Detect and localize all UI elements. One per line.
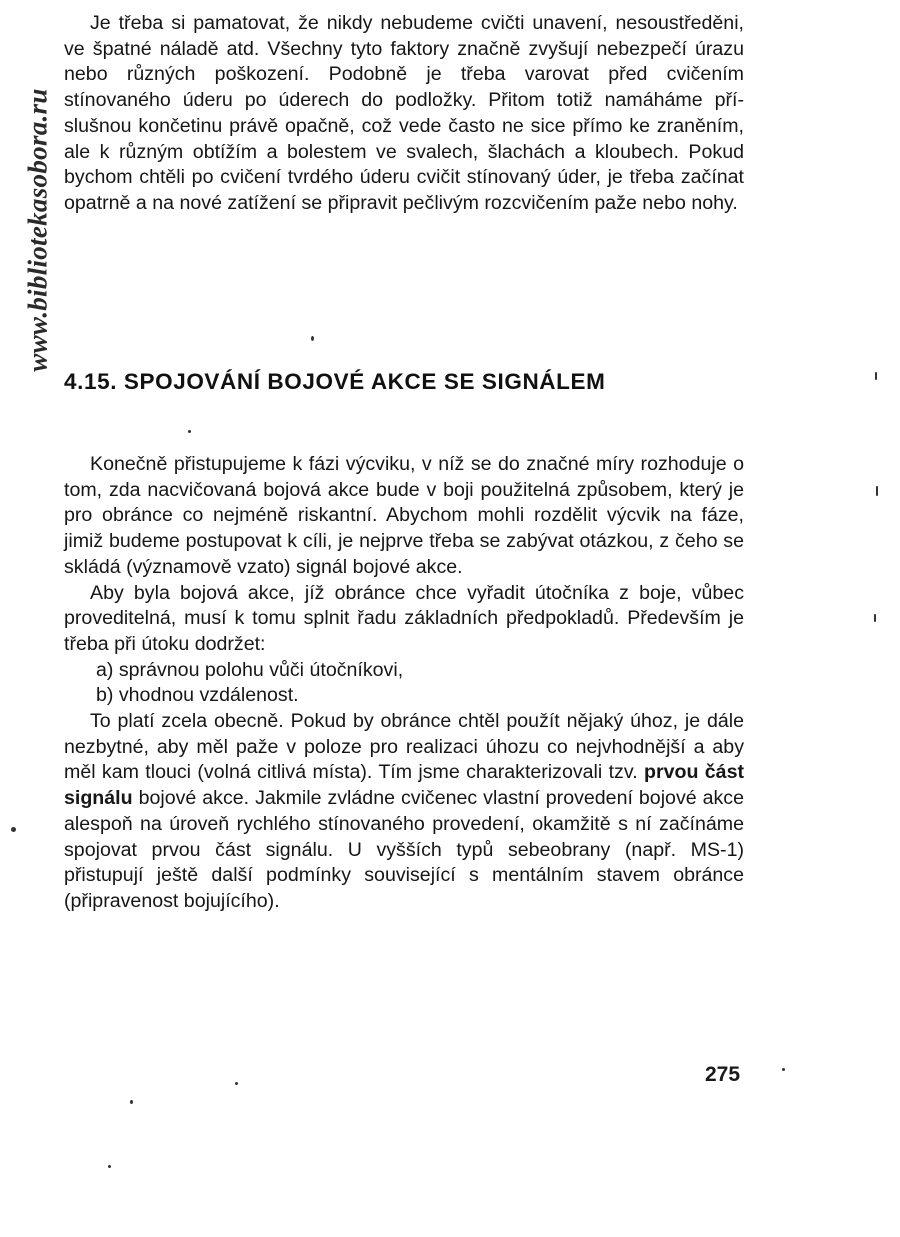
paragraph-1: Je třeba si pamatovat, že nikdy nebudeme cvičti unavení, nesoustředěni, ve špatné náladě atd. Všechny tyto faktory značně zvyšují nebezpečí úrazu nebo různých poškození. Podobně je třeba varovat před cvičením stínovaného úderu po úderech do podložky. Přitom totiž namáháme příslušnou končetinu právě opačně, což vede často ne sice přímo ke zraněním, ale k různým obtížím a bolestem ve svalech, šlachách a kloubech. Pokud bychom chtěli po cvičení tvrdého úderu cvičit stínovaný úder, je třeba začínat opatrně a na nové zatížení se připravit pečlivým rozcvičením paže nebo nohy. xyxy=(64,12,744,214)
scan-speck xyxy=(130,1100,133,1104)
paragraph-4-text-before: To platí zcela obecně. Pokud by obránce chtěl použít nějaký úhoz, je dále nezbytné, aby měl paže v poloze pro realizaci úhozu co nejvhodnější a aby měl kam tlouci (volná citlivá místa). Tím jsme charakterizovali tzv. xyxy=(64,710,744,784)
scan-speck xyxy=(874,614,876,622)
scan-speck xyxy=(188,430,191,433)
page-number: 275 xyxy=(705,1063,741,1086)
scan-speck xyxy=(235,1082,238,1085)
scan-speck xyxy=(11,827,16,832)
requirements-list xyxy=(64,658,744,709)
scan-speck xyxy=(876,486,878,496)
paragraph-4-text-after: bojové akce. Jakmile zvládne cvičenec vlastní provedení bojové akce alespoň na úroveň rychlého stínovaného provedení, okamžitě s ní začínáme spojovat prvou část signálu. U vyšších typů sebeobrany (např. MS-1) přistupují ještě další podmínky související s mentálním stavem obránce (připravenost bojujícího). xyxy=(64,787,744,912)
section-heading: 4.15. SPOJOVÁNÍ BOJOVÉ AKCE SE SIGNÁLEM xyxy=(64,369,606,394)
paragraph-4 xyxy=(64,709,744,915)
bold-term: prvou část signálu xyxy=(64,761,744,810)
scan-speck xyxy=(875,372,877,380)
paragraph-3: Aby byla bojová akce, jíž obránce chce vyřadit útočníka z boje, vůbec proveditelná, musí k tomu splnit řadu základních předpokladů. Především je třeba při útoku dodržet: xyxy=(64,581,744,655)
paragraph-2: Konečně přistupujeme k fázi výcviku, v níž se do značné míry rozhoduje o tom, zda nacvičovaná bojová akce bude v boji použitelná způsobem, který je pro obránce co nejméně riskantní. Abychom mohli rozdělit výcvik na fáze, jimiž budeme postupovat k cíli, je nejprve třeba se zabývat otázkou, z čeho se skládá (významově vzato) signál bojové akce. xyxy=(64,453,744,578)
text-block-main xyxy=(64,452,744,915)
list-item: a) správnou polohu vůči útočníkovi, xyxy=(96,658,404,681)
watermark: www.bibliotekasobora.ru xyxy=(22,88,53,372)
scan-speck xyxy=(782,1068,785,1071)
list-item: b) vhodnou vzdálenost. xyxy=(96,684,299,707)
text-block-top xyxy=(64,11,744,217)
scan-speck xyxy=(108,1165,111,1168)
scan-speck xyxy=(311,336,314,341)
